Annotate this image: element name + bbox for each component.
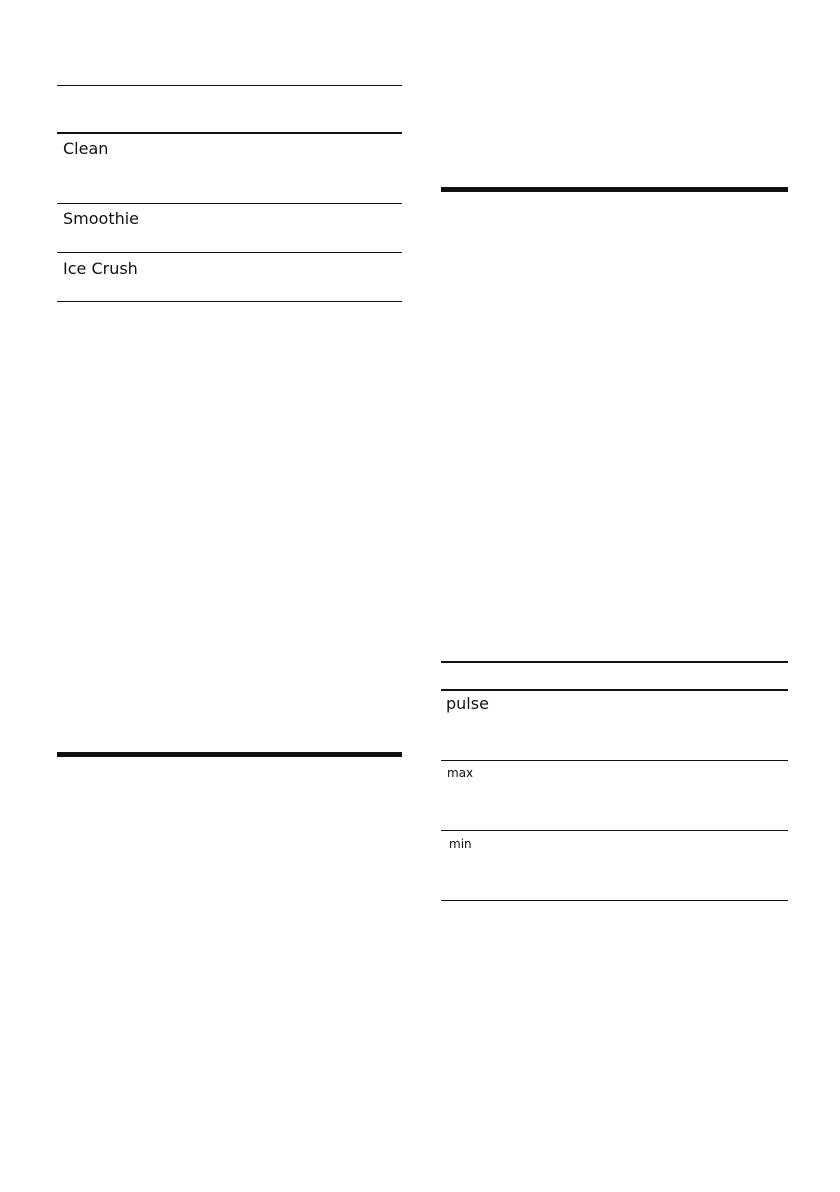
right-table-row-label: pulse (446, 694, 489, 713)
right-table-row-label: max (447, 766, 474, 780)
left-table-row-label: Clean (63, 139, 109, 158)
left-table-header-rule (57, 132, 402, 134)
right-table-header-rule (441, 689, 788, 691)
right-table-row-rule (441, 830, 788, 831)
left-table-row-rule (57, 252, 402, 253)
left-table-row-label: Smoothie (63, 209, 140, 228)
right-section-heading-rule (441, 187, 788, 192)
left-section-heading-rule (57, 752, 402, 757)
left-table-row-rule (57, 203, 402, 204)
left-table-top-rule (57, 85, 402, 86)
right-table-bottom-rule (441, 900, 788, 901)
right-table-row-label: min (449, 837, 472, 851)
right-table-top-rule (441, 661, 788, 663)
right-table-row-rule (441, 760, 788, 761)
left-table-bottom-rule (57, 301, 402, 302)
left-table-row-label: Ice Crush (63, 259, 138, 278)
